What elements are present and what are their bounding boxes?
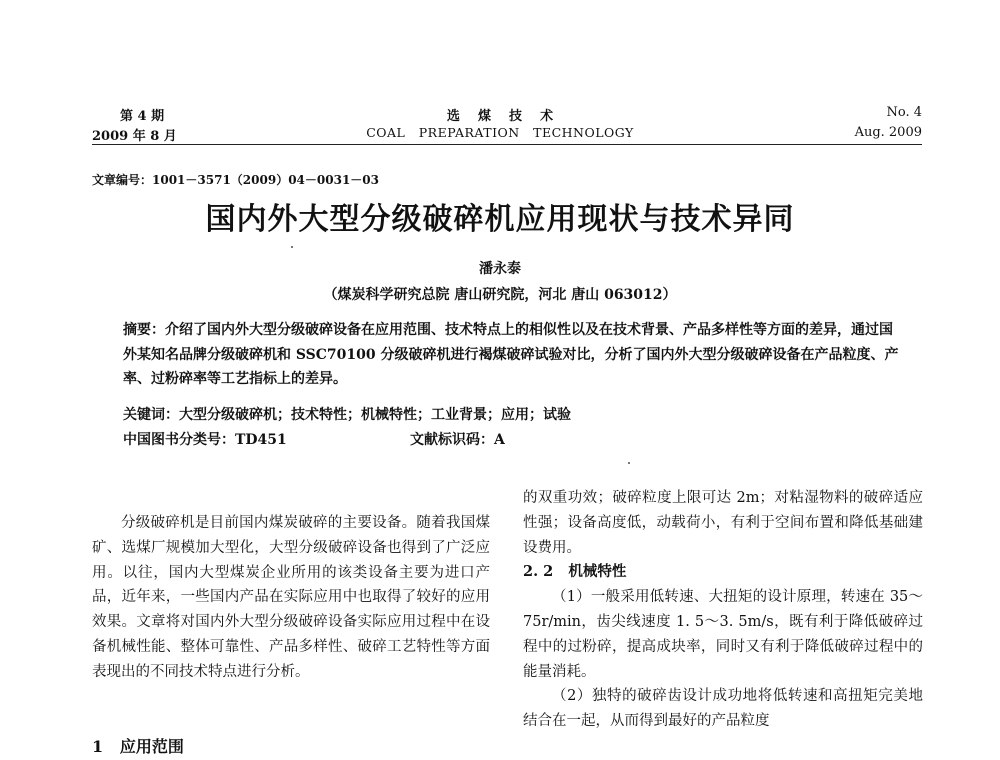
intro-paragraph: 分级破碎机是目前国内煤炭破碎的主要设备。随着我国煤矿、选煤厂规模加大型化，大型分级破碎设备也得到了广泛应用。以往，国内大型煤炭企业所用的该类设备主要为进口产品，近年来，一些国内产品在实际应用中也取得了较好的应用效果。文章将对国内外大型分级破碎设备实际应用过程中在设备机械性能、整体可靠性、产品多样性、破碎工艺特性等方面表现出的不同技术特点进行分析。	[92, 515, 490, 680]
header-date-en: Aug. 2009	[854, 125, 922, 140]
keywords-text: 大型分级破碎机；技术特性；机械特性；工业背景；应用；试验	[179, 407, 571, 423]
header-issue-en: No. 4	[886, 105, 922, 120]
header-journal-cn: 选 煤 技 术	[446, 109, 554, 124]
abstract-paragraph	[123, 318, 903, 392]
keywords-label: 关键词：	[123, 407, 179, 423]
scan-speck	[291, 246, 293, 248]
right-column	[523, 486, 923, 734]
item-1-paragraph: （1）一般采用低转速、大扭矩的设计原理，转速在 35～75r/min，齿尖线速度 1. 5～3. 5m/s，既有利于降低破碎过程中的过粉碎，提高成块率，同时又有利于降低破碎过程中的能量消耗。	[523, 589, 923, 680]
abstract-block	[123, 318, 903, 392]
keywords-line	[123, 404, 903, 424]
item-2-paragraph: （2）独特的破碎齿设计成功地将低转速和高扭矩完美地结合在一起，从而得到最好的产品粒度	[523, 688, 923, 730]
left-column	[92, 511, 490, 685]
article-number: 文章编号：1001－3571（2009）04－0031－03	[92, 173, 379, 187]
abstract-label: 摘要：	[123, 322, 165, 338]
article-author: 潘永泰	[479, 261, 521, 277]
article-affiliation: （煤炭科学研究总院 唐山研究院，河北 唐山 063012）	[323, 287, 677, 303]
abstract-text: 介绍了国内外大型分级破碎设备在应用范围、技术特点上的相似性以及在技术背景、产品多样性等方面的差异，通过国外某知名品牌分级破碎机和 SSC70100 分级破碎机进行褐煤破碎试验对比，分析了国内外大型分级破碎设备在产品粒度、产率、过粉碎率等工艺指标上的差异。	[123, 322, 899, 387]
header-date-cn: 2009 年 8 月	[92, 129, 177, 144]
scan-speck	[628, 462, 630, 464]
doc-code-value: A	[494, 432, 505, 448]
header-journal-en: COAL PREPARATION TECHNOLOGY	[366, 125, 634, 140]
header-issue-cn: 第 4 期	[120, 109, 165, 124]
doc-code-label: 文献标识码：	[410, 432, 494, 448]
article-title: 国内外大型分级破碎机应用现状与技术异同	[205, 202, 795, 237]
clc-value: TD451	[235, 432, 287, 448]
clc-label: 中国图书分类号：	[123, 432, 235, 448]
clc-line	[123, 429, 287, 449]
section-heading: 1 应用范围	[92, 737, 184, 756]
header-rule	[92, 144, 922, 145]
subsection-heading: 2. 2 机械特性	[523, 563, 627, 581]
doc-code-line	[410, 429, 505, 449]
continued-paragraph: 的双重功效；破碎粒度上限可达 2m；对粘湿物料的破碎适应性强；设备高度低，动载荷小，有利于空间布置和降低基础建设费用。	[523, 490, 923, 556]
